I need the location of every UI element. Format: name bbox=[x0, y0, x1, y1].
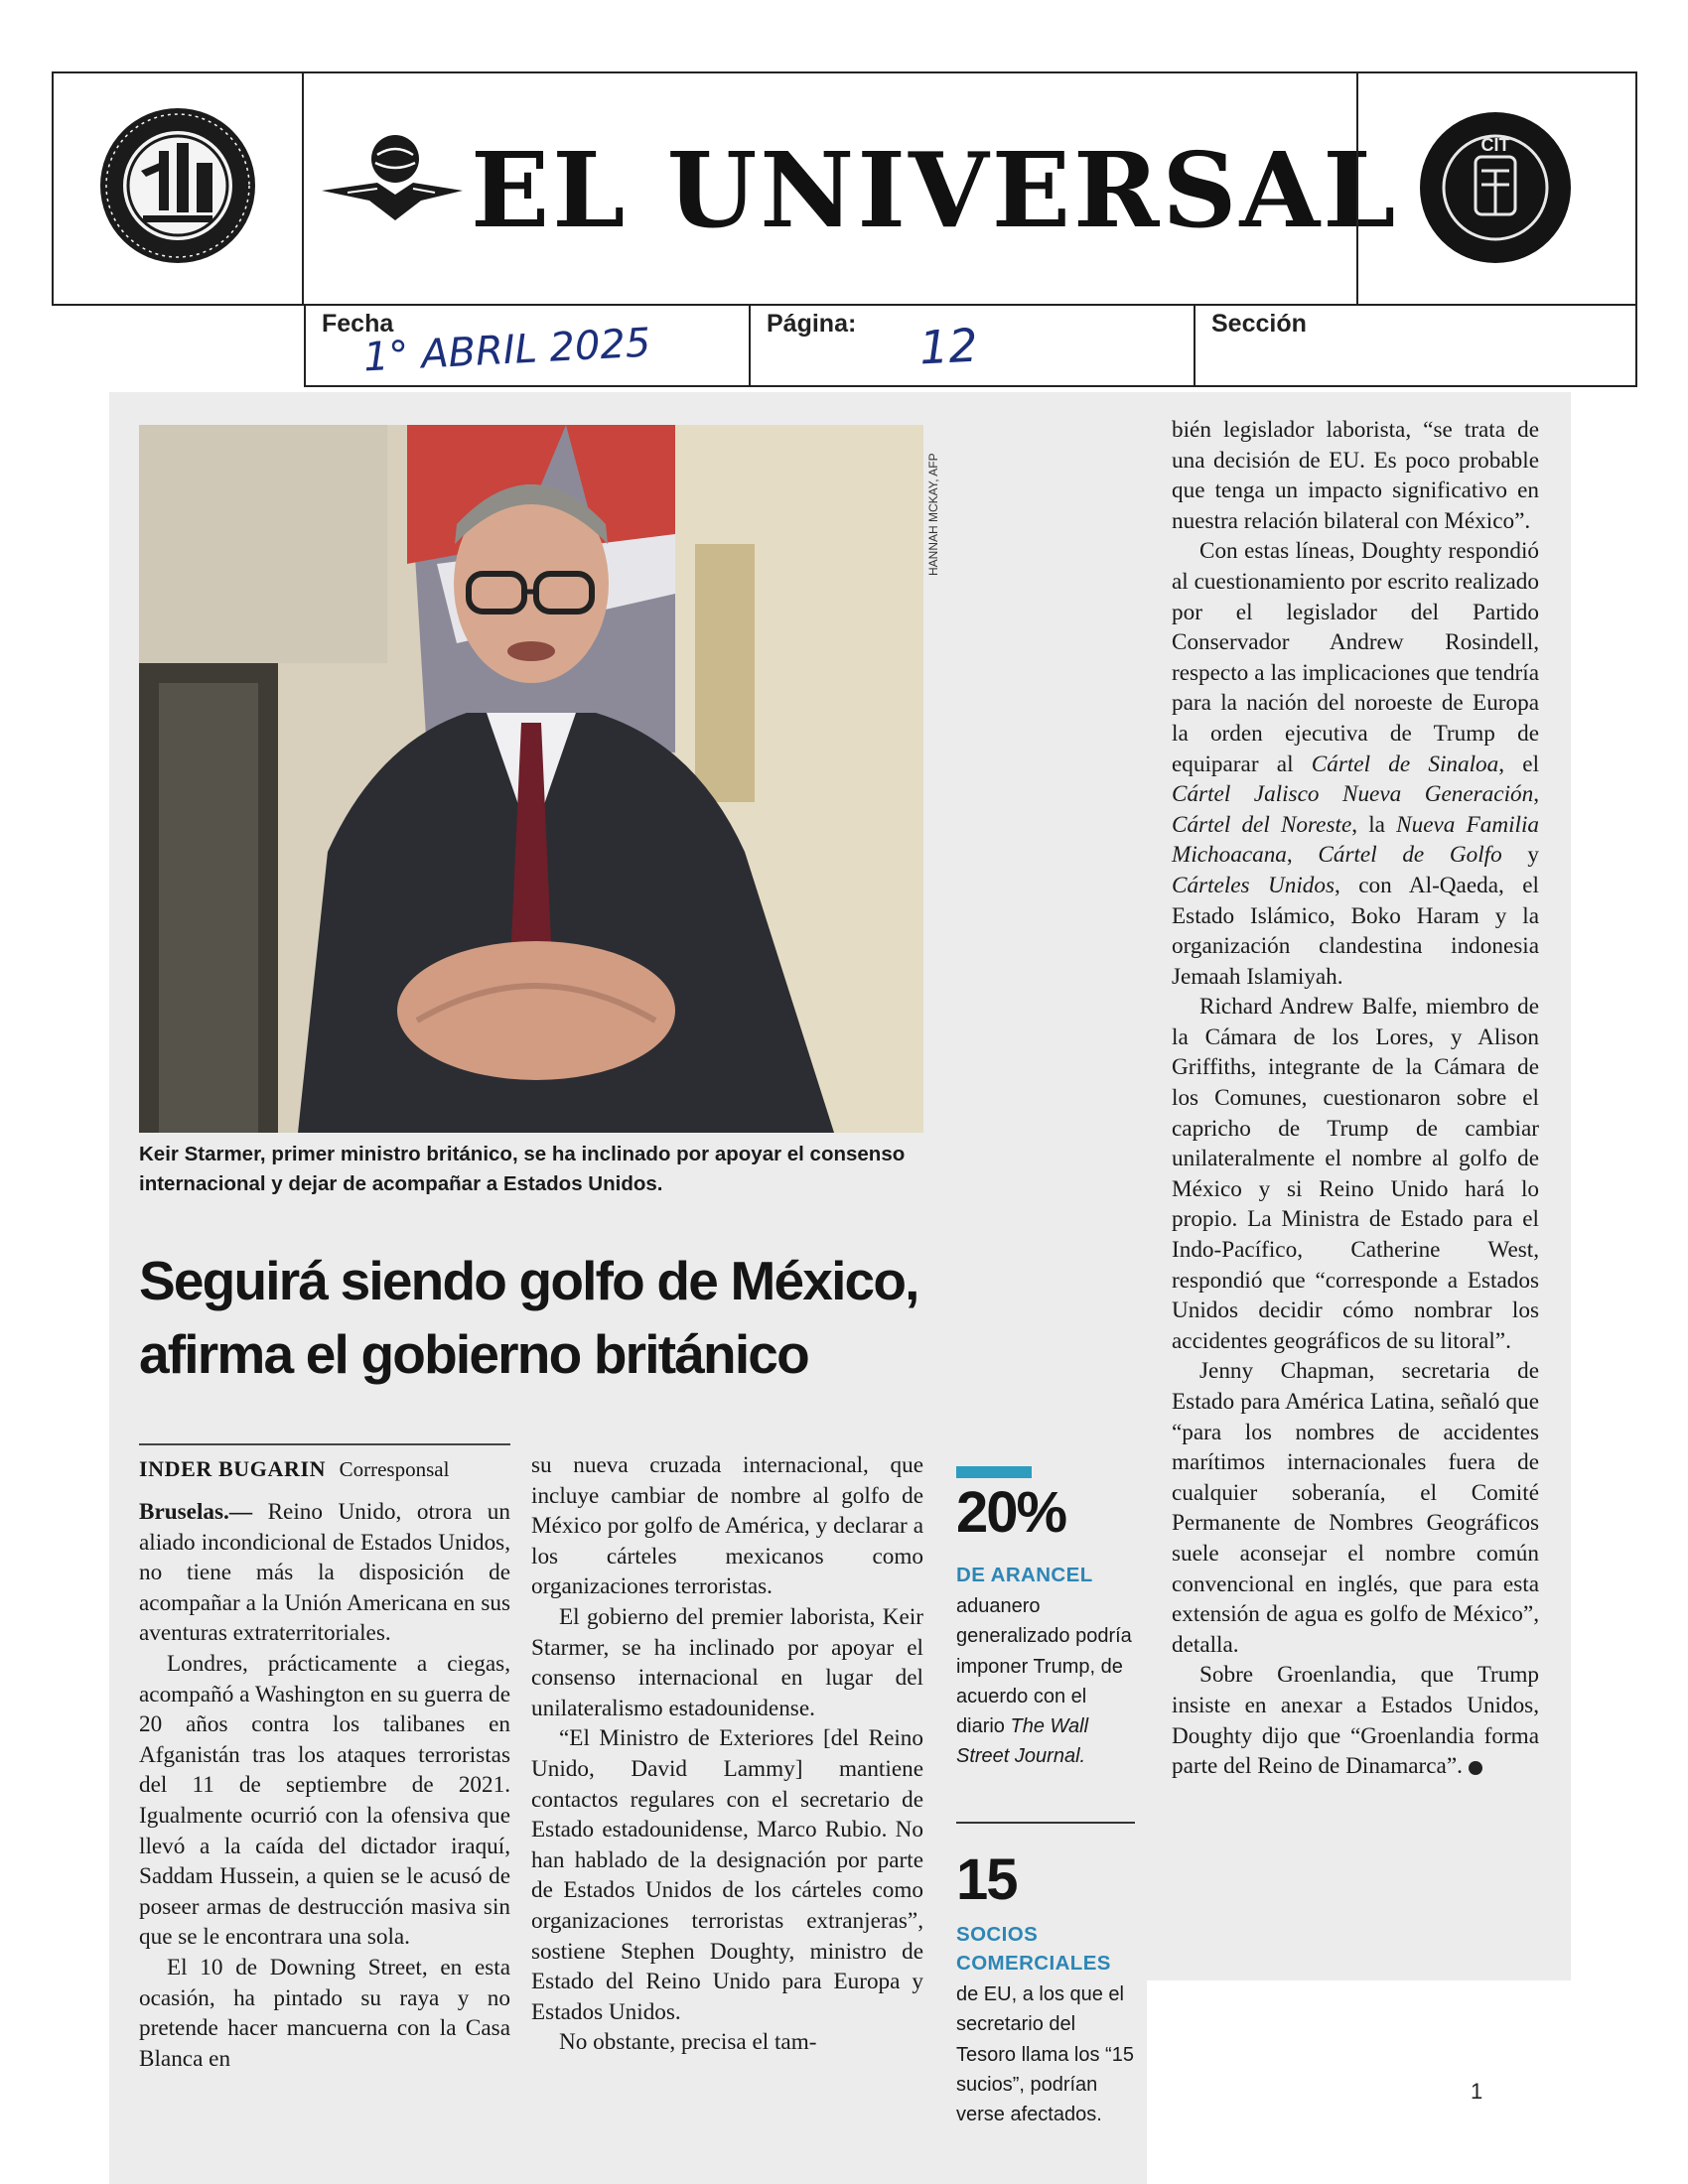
cartel-name: Cártel de Golfo bbox=[1318, 842, 1502, 869]
stat-20-label: DE ARANCEL bbox=[956, 1564, 1093, 1586]
cit-abbr: CIT bbox=[1480, 135, 1510, 155]
paragraph-text: , bbox=[1533, 781, 1539, 808]
paragraph-text: , el bbox=[1498, 751, 1540, 777]
fecha-cell bbox=[306, 306, 751, 387]
paragraph: bién legislador laborista, “se trata de una decisión de EU. Es poco probable que tenga un impacto significativo en nuestra relación bilateral con México”. bbox=[1172, 417, 1539, 534]
meta-row bbox=[304, 306, 1637, 387]
globe-eagle-emblem-icon bbox=[318, 129, 467, 228]
paragraph: su nueva cruzada internacional, que incluye cambiar de nombre al golfo de México por golfo de América, y declarar a los cárteles mexicanos como organizaciones terroristas. bbox=[531, 1452, 923, 1600]
fecha-label: Fecha bbox=[322, 310, 394, 338]
stat-20-source: The Wall Street Journal. bbox=[956, 1715, 1089, 1768]
article-column-1 bbox=[139, 1497, 510, 2074]
cartel-name: Nueva Familia Michoacana bbox=[1172, 811, 1539, 869]
paragraph: No obstante, precisa el tam- bbox=[559, 2029, 817, 2056]
starmer-photo bbox=[139, 425, 923, 1133]
stat-15-description: de EU, a los que el secretario del Tesoro llama los “15 sucios”, podrían verse afectados. bbox=[956, 1983, 1134, 2126]
cartel-name: Cártel de Sinaloa bbox=[1311, 751, 1499, 777]
article-column-4 bbox=[1172, 415, 1539, 1782]
pagina-handwritten: 12 bbox=[917, 318, 979, 375]
seccion-cell bbox=[1196, 306, 1639, 387]
paragraph-text: Sobre Groenlandia, que Trump insiste en anexar a Estados Unidos, Doughty dijo que “Groenlandia forma parte del Reino de Dinamarca”. bbox=[1172, 1662, 1539, 1780]
end-of-article-bullet-icon bbox=[1469, 1761, 1482, 1775]
paragraph-text: , con Al-Qaeda, el Estado Islámico, Boko Haram y la organización clandestina indonesia Jemaah Islamiyah. bbox=[1172, 872, 1539, 990]
stat-20-value: 20% bbox=[956, 1480, 1066, 1545]
sidebar-divider bbox=[956, 1822, 1135, 1824]
paragraph-text: Con estas líneas, Doughty respondió al cuestionamiento por escrito realizado por el legislador del Partido Conservador Andrew Rosindell, respecto a las implicaciones que tendría para la nación del noroeste de Europa la orden ejecutiva de Trump de equiparar al bbox=[1172, 538, 1539, 777]
cartel-name: Cártel del Noreste bbox=[1172, 811, 1352, 838]
paragraph-text: y bbox=[1527, 842, 1540, 869]
cit-confederation-seal-icon bbox=[1358, 71, 1639, 306]
stat-15-label-2: COMERCIALES bbox=[956, 1952, 1111, 1975]
paragraph: Londres, prácticamente a ciegas, acompañó a Washington en su guerra de 20 años contra los talibanes en Afganistán tras los ataques terroristas del 11 de septiembre de 2021. Igualmente ocurrió con la ofensiva que llevó a la caída del dictador iraquí, Saddam Hussein, a quien se le acusó de poseer armas de destrucción masiva sin que se le encontrara una sola. bbox=[139, 1650, 510, 1951]
headline-line-1: Seguirá siendo golfo de México, bbox=[139, 1250, 918, 1311]
stat-20-text: aduanero generalizado podría imponer Trump, de acuerdo con el diario bbox=[956, 1595, 1132, 1738]
paragraph: Richard Andrew Balfe, miembro de la Cámara de los Lores, y Alison Griffiths, integrante de la Cámara de los Comunes, cuestionaron sobre el capricho de Trump de cambiar unilateralmente el nombre al golfo de México y si Reino Unido hará lo propio. La Ministra de Estado para el Indo-Pacífico, Catherine West, respondió que “corresponde a Estados Unidos decidir cómo nombrar los accidentes geográficos de su litoral”. bbox=[1172, 994, 1539, 1354]
masthead-title: EL UNIVERSAL bbox=[471, 129, 1399, 251]
photo-caption: Keir Starmer, primer ministro británico, se ha inclinado por apoyar el consenso internacional y dejar de acompañar a Estados Unidos. bbox=[139, 1143, 906, 1195]
byline bbox=[139, 1456, 526, 1482]
union-logo-box bbox=[52, 71, 304, 306]
cartel-name: Cárteles Unidos bbox=[1172, 872, 1336, 898]
stat-15-value: 15 bbox=[956, 1847, 1017, 1912]
headline-line-2: afirma el gobierno británico bbox=[139, 1323, 808, 1385]
article-column-2 bbox=[531, 1450, 923, 2058]
pagina-label: Página: bbox=[767, 310, 857, 338]
paragraph: Jenny Chapman, secretaria de Estado para América Latina, señaló que “para los nombres de accidentes marítimos internacionales fuera de cualquier soberanía, el Comité Permanente de Nombres Geográficos suele aconsejar el nombre común convencional en inglés, que para esta extensión de agua es golfo de México”, detalla. bbox=[1172, 1358, 1539, 1658]
paragraph: El gobierno del premier laborista, Keir Starmer, se ha inclinado por apoyar el consenso internacional en lugar del unilateralismo estadounidense. bbox=[531, 1603, 923, 1721]
dateline: Bruselas.— bbox=[139, 1499, 253, 1525]
paragraph-text: , bbox=[1286, 842, 1293, 869]
paragraph: El 10 de Downing Street, en esta ocasión, ha pintado su raya y no pretende hacer mancuerna con la Casa Blanca en bbox=[139, 1954, 510, 2072]
pagina-cell bbox=[751, 306, 1196, 387]
paragraph: “El Ministro de Exteriores [del Reino Unido, David Lammy] mantiene contactos regulares con el secretario de Estado estadounidense, Marco Rubio. No han hablado de la designación por parte de Estados Unidos de los cárteles como organizaciones terroristas extranjeras”, sostiene Stephen Doughty, ministro de Estado del Reino Unido para Europa y Estados Unidos. bbox=[531, 1725, 923, 2025]
page-number: 1 bbox=[1471, 2079, 1483, 2104]
cit-logo-box bbox=[1356, 71, 1637, 306]
paragraph bbox=[1172, 536, 1539, 992]
paragraph-text: Reino Unido, otrora un aliado incondicional de Estados Unidos, no tiene más la disposición de acompañar a la Unión Americana en sus aventuras extraterritoriales. bbox=[139, 1499, 510, 1647]
author-role: Corresponsal bbox=[339, 1457, 450, 1481]
paragraph bbox=[1172, 1660, 1539, 1781]
starmer-portrait-image bbox=[139, 425, 923, 1133]
miners-union-seal-icon bbox=[52, 71, 304, 306]
stat-15-label-1: SOCIOS bbox=[956, 1923, 1039, 1946]
author-name: INDER BUGARIN bbox=[139, 1456, 327, 1481]
stat-20-description bbox=[956, 1591, 1135, 1772]
byline-rule bbox=[139, 1443, 510, 1445]
paragraph-text: , la bbox=[1351, 811, 1385, 838]
photo-credit: HANNAH MCKAY, AFP bbox=[926, 453, 940, 576]
article-headline bbox=[139, 1244, 993, 1391]
masthead-area bbox=[304, 71, 1399, 306]
cartel-name: Cártel Jalisco Nueva Generación bbox=[1172, 781, 1534, 808]
fecha-handwritten: 1° ABRIL 2025 bbox=[361, 320, 652, 381]
seccion-label: Sección bbox=[1211, 310, 1307, 338]
paragraph bbox=[139, 1497, 510, 1649]
sidebar-accent-bar bbox=[956, 1466, 1032, 1478]
